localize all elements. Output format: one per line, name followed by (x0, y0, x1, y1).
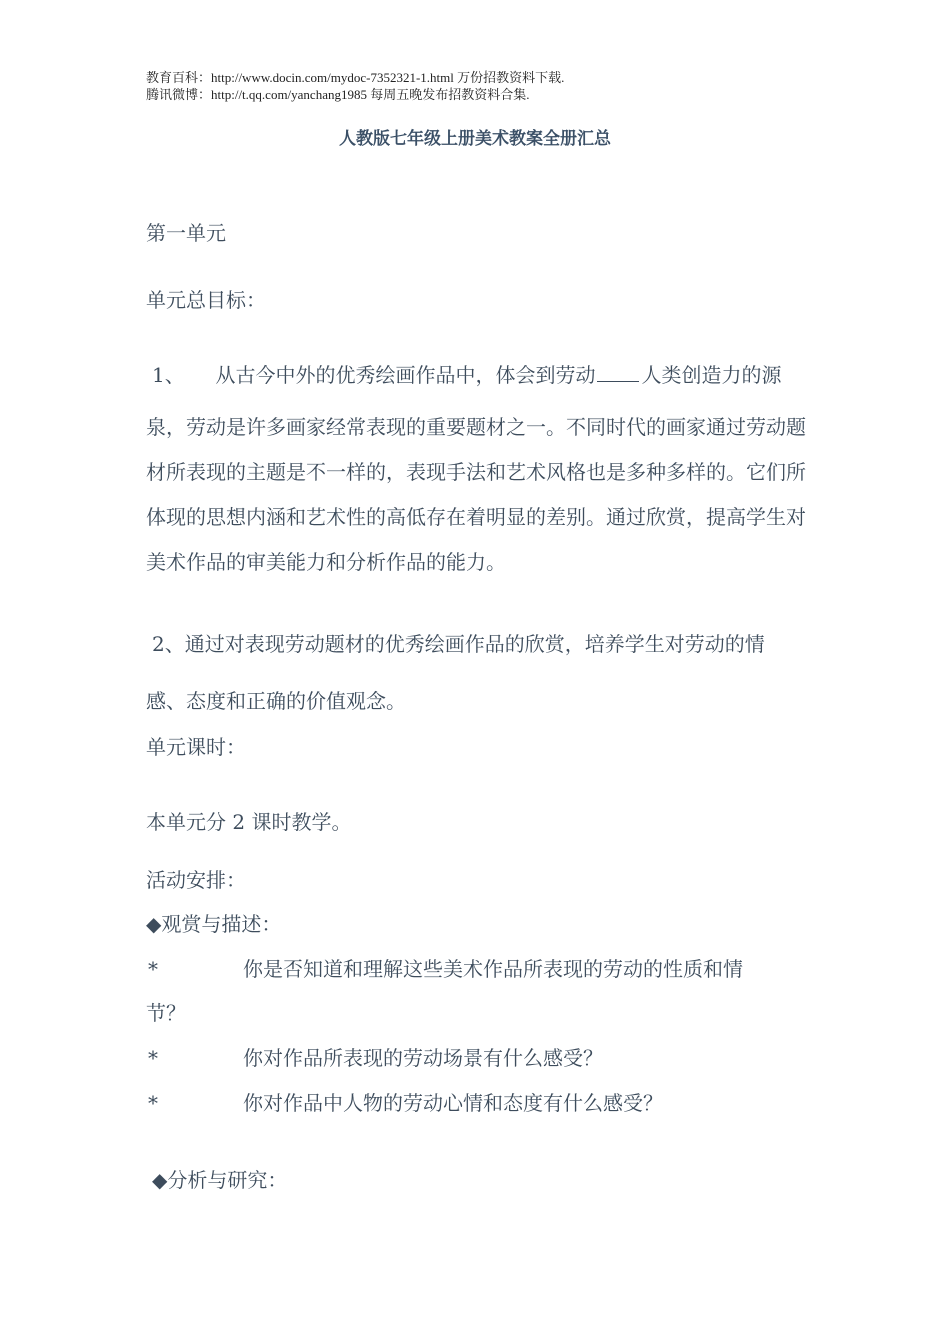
hours-heading: 单元课时： (146, 735, 246, 759)
question-bullet: * (148, 1091, 158, 1115)
goal1-first-line (152, 359, 781, 388)
goal2-line-2: 感、态度和正确的价值观念。 (146, 689, 406, 713)
goals-heading: 单元总目标： (146, 288, 266, 312)
activity-heading: 活动安排： (146, 868, 246, 892)
question-bullet: * (148, 957, 158, 981)
document-title: 人教版七年级上册美术教案全册汇总 (339, 129, 611, 149)
goal2-line-1: 2、通过对表现劳动题材的优秀绘画作品的欣赏，培养学生对劳动的情 (152, 632, 765, 656)
question-2: 你对作品所表现的劳动场景有什么感受？ (243, 1046, 603, 1070)
fill-in-blank (597, 363, 639, 382)
question-3: 你对作品中人物的劳动心情和态度有什么感受？ (243, 1091, 663, 1115)
goal1-number: 1、 (152, 363, 185, 387)
question-1-line-2: 节？ (146, 1001, 186, 1025)
header-line-1: 教育百科：http://www.docin.com/mydoc-7352321-1.html 万份招教资料下载. (146, 70, 565, 85)
question-bullet: * (148, 1046, 158, 1070)
goal1-text-a: 从古今中外的优秀绘画作品中，体会到劳动 (215, 363, 596, 387)
question-1-line-1: 你是否知道和理解这些美术作品所表现的劳动的性质和情 (243, 957, 743, 981)
goal1-text-b: 人类创造力的源 (641, 363, 782, 387)
hours-text: 本单元分 2 课时教学。 (146, 810, 352, 834)
goal1-paragraph: 泉，劳动是许多画家经常表现的重要题材之一。不同时代的画家通过劳动题材所表现的主题是不一样的，表现手法和艺术风格也是多种多样的。它们所体现的思想内涵和艺术性的高低存在着明显的差别。通过欣赏，提高学生对美术作品的审美能力和分析作品的能力。 (146, 415, 806, 574)
section-heading-analyze: ◆分析与研究： (152, 1168, 288, 1192)
section-heading-observe: ◆观赏与描述： (146, 912, 282, 936)
unit-heading: 第一单元 (146, 221, 226, 245)
header-line-2: 腾讯微博：http://t.qq.com/yanchang1985 每周五晚发布招教资料合集. (146, 87, 530, 102)
